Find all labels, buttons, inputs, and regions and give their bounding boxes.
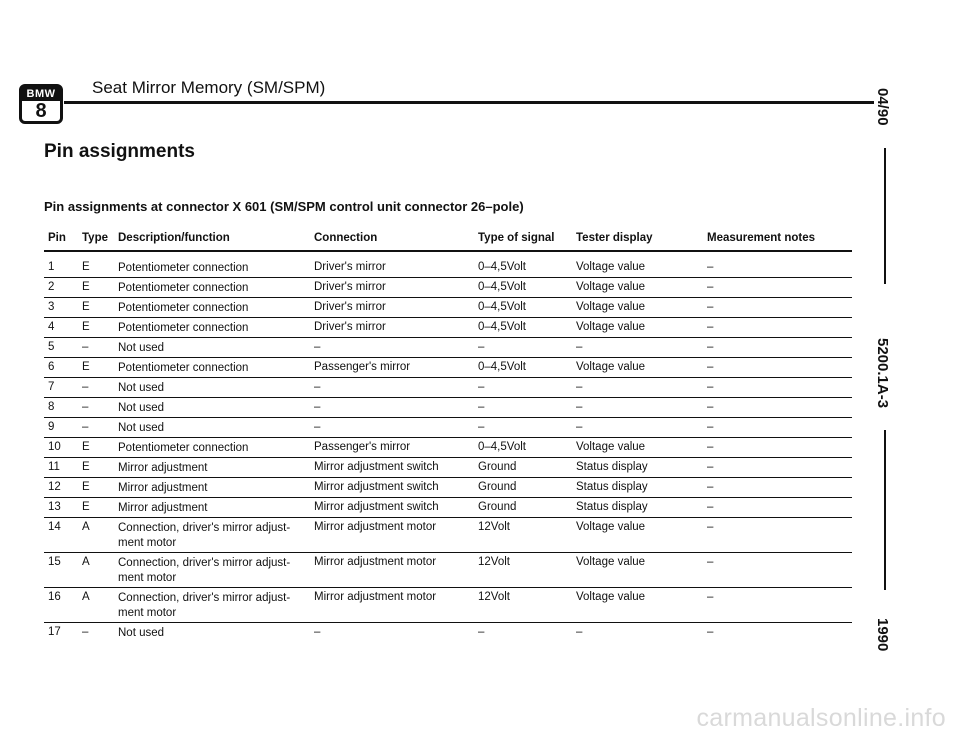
table-row <box>44 624 852 642</box>
cell-conn: Mirror adjustment switch <box>314 501 439 513</box>
cell-tester: Voltage value <box>576 301 646 313</box>
cell-desc: Potentiometer connection <box>118 322 249 334</box>
cell-conn: – <box>314 421 321 433</box>
cell-tester: Voltage value <box>576 361 646 373</box>
cell-desc: Potentiometer connection <box>118 362 249 374</box>
cell-tester: – <box>576 401 583 413</box>
cell-tester: Voltage value <box>576 321 646 333</box>
header-divider <box>64 101 874 104</box>
cell-type: E <box>82 481 90 493</box>
table-row <box>44 259 852 278</box>
cell-type: E <box>82 501 90 513</box>
cell-tester: Voltage value <box>576 521 646 533</box>
table-row <box>44 459 852 478</box>
margin-date: 04/90 <box>874 88 891 126</box>
cell-pin: 10 <box>48 441 61 453</box>
cell-conn: Mirror adjustment switch <box>314 481 439 493</box>
cell-signal: 12Volt <box>478 521 510 533</box>
cell-conn: – <box>314 626 321 638</box>
cell-signal: – <box>478 341 485 353</box>
cell-notes: – <box>707 281 714 293</box>
col-header-measurement: Measurement notes <box>707 232 816 244</box>
cell-desc: Not used <box>118 402 165 414</box>
cell-desc: Mirror adjustment <box>118 482 208 494</box>
col-header-signal: Type of signal <box>478 232 555 244</box>
cell-notes: – <box>707 401 714 413</box>
cell-type: A <box>82 521 90 533</box>
col-header-tester: Tester display <box>576 232 653 244</box>
margin-rule <box>884 430 886 590</box>
cell-notes: – <box>707 501 714 513</box>
cell-type: A <box>82 556 90 568</box>
cell-desc: Not used <box>118 342 165 354</box>
cell-desc: Mirror adjustment <box>118 462 208 474</box>
logo-brand: BMW <box>22 87 60 101</box>
cell-desc: Potentiometer connection <box>118 262 249 274</box>
cell-type: E <box>82 461 90 473</box>
cell-notes: – <box>707 626 714 638</box>
cell-desc: Connection, driver's mirror adjust-ment motor <box>118 557 291 584</box>
cell-notes: – <box>707 361 714 373</box>
cell-type: – <box>82 401 89 413</box>
cell-pin: 8 <box>48 401 55 413</box>
cell-desc: Connection, driver's mirror adjust-ment motor <box>118 522 291 549</box>
cell-conn: Mirror adjustment motor <box>314 521 437 533</box>
cell-tester: – <box>576 626 583 638</box>
cell-signal: 0–4,5Volt <box>478 281 526 293</box>
table-row <box>44 339 852 358</box>
cell-type: E <box>82 321 90 333</box>
page-margin <box>866 0 906 742</box>
cell-notes: – <box>707 381 714 393</box>
cell-desc: Not used <box>118 627 165 639</box>
cell-notes: – <box>707 341 714 353</box>
cell-pin: 2 <box>48 281 55 293</box>
cell-conn: Passenger's mirror <box>314 441 411 453</box>
cell-pin: 12 <box>48 481 61 493</box>
cell-tester: – <box>576 341 583 353</box>
cell-pin: 17 <box>48 626 61 638</box>
table-row <box>44 319 852 338</box>
cell-signal: – <box>478 421 485 433</box>
cell-conn: Driver's mirror <box>314 261 386 273</box>
margin-rule <box>884 148 886 284</box>
cell-notes: – <box>707 521 714 533</box>
watermark: carmanualsonline.info <box>696 704 946 732</box>
cell-desc: Not used <box>118 422 165 434</box>
cell-type: A <box>82 591 90 603</box>
cell-tester: Voltage value <box>576 591 646 603</box>
cell-notes: – <box>707 461 714 473</box>
cell-conn: Driver's mirror <box>314 321 386 333</box>
cell-conn: – <box>314 401 321 413</box>
cell-notes: – <box>707 591 714 603</box>
cell-pin: 5 <box>48 341 55 353</box>
cell-signal: 12Volt <box>478 556 510 568</box>
cell-pin: 4 <box>48 321 55 333</box>
cell-pin: 7 <box>48 381 55 393</box>
cell-type: E <box>82 261 90 273</box>
cell-type: E <box>82 281 90 293</box>
cell-tester: – <box>576 381 583 393</box>
cell-signal: 0–4,5Volt <box>478 441 526 453</box>
cell-tester: Voltage value <box>576 441 646 453</box>
cell-conn: Passenger's mirror <box>314 361 411 373</box>
logo-number: 8 <box>35 100 47 122</box>
cell-notes: – <box>707 261 714 273</box>
col-header-type: Type <box>82 232 108 244</box>
cell-signal: 0–4,5Volt <box>478 321 526 333</box>
cell-conn: Driver's mirror <box>314 301 386 313</box>
margin-year: 1990 <box>874 618 891 652</box>
table-row <box>44 589 852 623</box>
section-subtitle: Pin assignments at connector X 601 (SM/SPM control unit connector 26–pole) <box>44 199 524 214</box>
cell-notes: – <box>707 556 714 568</box>
cell-pin: 13 <box>48 501 61 513</box>
cell-signal: 0–4,5Volt <box>478 261 526 273</box>
cell-pin: 16 <box>48 591 61 603</box>
cell-desc: Potentiometer connection <box>118 282 249 294</box>
cell-signal: Ground <box>478 461 517 473</box>
section-title: Pin assignments <box>44 141 195 162</box>
cell-tester: – <box>576 421 583 433</box>
table-row <box>44 554 852 588</box>
cell-conn: – <box>314 341 321 353</box>
cell-signal: 0–4,5Volt <box>478 361 526 373</box>
cell-conn: Mirror adjustment motor <box>314 591 437 603</box>
cell-pin: 9 <box>48 421 55 433</box>
cell-desc: Connection, driver's mirror adjust-ment motor <box>118 592 291 619</box>
cell-signal: – <box>478 626 485 638</box>
cell-notes: – <box>707 441 714 453</box>
cell-tester: Status display <box>576 461 648 473</box>
cell-signal: – <box>478 381 485 393</box>
cell-pin: 11 <box>48 461 60 473</box>
cell-signal: – <box>478 401 485 413</box>
cell-pin: 15 <box>48 556 61 568</box>
cell-pin: 3 <box>48 301 55 313</box>
cell-conn: – <box>314 381 321 393</box>
cell-type: – <box>82 341 89 353</box>
table-header <box>44 232 852 252</box>
cell-desc: Mirror adjustment <box>118 502 208 514</box>
margin-code: 5200.1A-3 <box>874 338 891 409</box>
cell-type: – <box>82 626 89 638</box>
cell-pin: 1 <box>48 261 55 273</box>
cell-desc: Potentiometer connection <box>118 302 249 314</box>
cell-tester: Voltage value <box>576 261 646 273</box>
table-row <box>44 499 852 518</box>
cell-type: – <box>82 381 89 393</box>
cell-pin: 14 <box>48 521 61 533</box>
cell-type: E <box>82 361 90 373</box>
table-row <box>44 519 852 553</box>
table-body <box>44 259 852 642</box>
col-header-pin: Pin <box>48 232 66 244</box>
table-row <box>44 359 852 378</box>
bmw-logo <box>19 84 63 124</box>
table-row <box>44 379 852 398</box>
cell-conn: Driver's mirror <box>314 281 386 293</box>
cell-signal: Ground <box>478 481 517 493</box>
cell-signal: Ground <box>478 501 517 513</box>
cell-notes: – <box>707 421 714 433</box>
cell-notes: – <box>707 481 714 493</box>
cell-signal: 0–4,5Volt <box>478 301 526 313</box>
table-row <box>44 279 852 298</box>
col-header-connection: Connection <box>314 232 378 244</box>
cell-tester: Voltage value <box>576 556 646 568</box>
cell-pin: 6 <box>48 361 55 373</box>
cell-signal: 12Volt <box>478 591 510 603</box>
table-row <box>44 419 852 438</box>
pin-assignment-table <box>44 232 852 643</box>
cell-conn: Mirror adjustment switch <box>314 461 439 473</box>
cell-type: – <box>82 421 89 433</box>
cell-desc: Potentiometer connection <box>118 442 249 454</box>
cell-notes: – <box>707 321 714 333</box>
table-row <box>44 299 852 318</box>
table-row <box>44 439 852 458</box>
cell-tester: Status display <box>576 481 648 493</box>
cell-notes: – <box>707 301 714 313</box>
page-header-title: Seat Mirror Memory (SM/SPM) <box>92 78 326 97</box>
col-header-description: Description/function <box>118 232 230 244</box>
table-row <box>44 479 852 498</box>
cell-conn: Mirror adjustment motor <box>314 556 437 568</box>
cell-type: E <box>82 301 90 313</box>
cell-desc: Not used <box>118 382 165 394</box>
cell-tester: Status display <box>576 501 648 513</box>
table-row <box>44 399 852 418</box>
cell-type: E <box>82 441 90 453</box>
cell-tester: Voltage value <box>576 281 646 293</box>
